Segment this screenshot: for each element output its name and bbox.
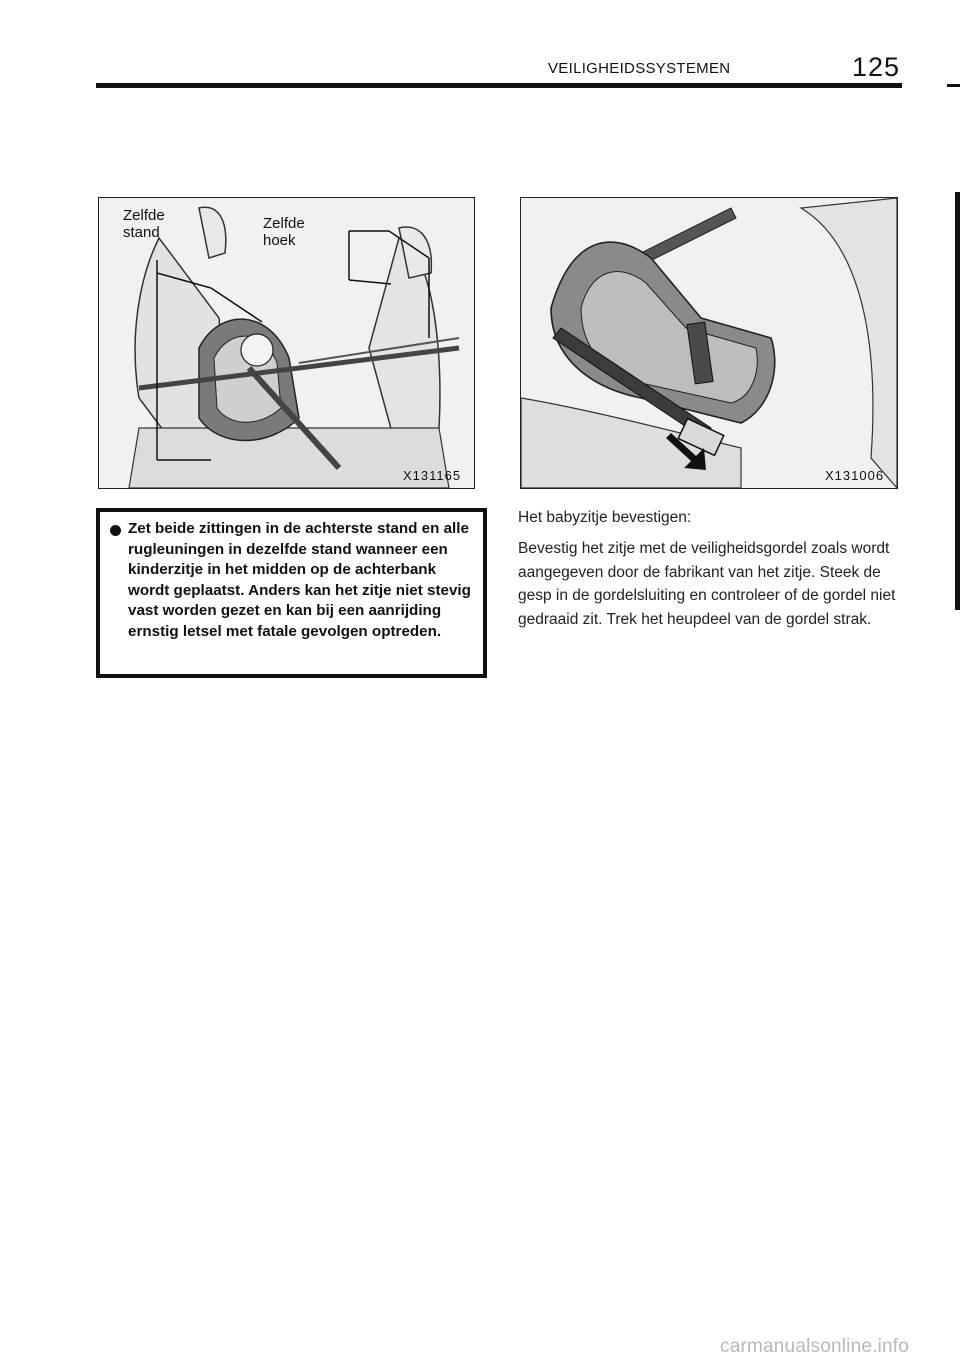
section-title: VEILIGHEIDSSYSTEMEN [548,60,731,77]
caution-box [96,508,487,678]
figure-code-left: X131165 [403,468,462,483]
baby-seat-illustration [521,198,897,488]
bullet-icon [110,525,121,536]
chapter-side-tab [955,192,960,610]
page-number: 125 [852,52,901,82]
header-rule-end [947,84,960,87]
header-rule [96,83,902,88]
figure-baby-seat-attach [520,197,898,489]
same-position-label: Zelfde stand [123,207,165,241]
instruction-paragraph: Bevestig het zitje met de veiligheidsgordel zoals wordt aangegeven door de fabrikant van het zitje. Steek de gesp in de gordelsluiting en controleer of de gordel niet gedraaid zit. Trek het heupdeel van de gordel strak. [518,540,896,628]
instruction-heading: Het babyzitje bevestigen: [518,509,692,526]
figure-code-right: X131006 [825,468,885,483]
caution-text: Zet beide zittingen in de achterste stand en alle rugleuningen in dezelfde stand wanneer een kinderzitje in het midden op de achterbank wordt geplaatst. Anders kan het zitje niet stevig vast worden gezet en kan bij een aanrijding ernstig letsel met fatale gevolgen optreden. [128,520,471,640]
figure-child-seat-middle [98,197,475,489]
same-angle-label: Zelfde hoek [263,215,305,249]
footer-watermark: carmanualsonline.info [720,1336,910,1357]
